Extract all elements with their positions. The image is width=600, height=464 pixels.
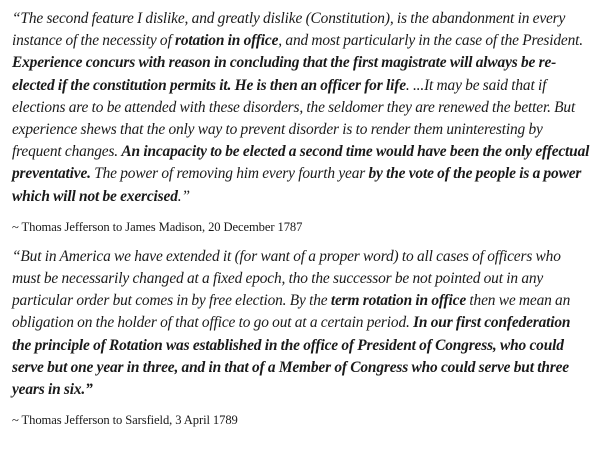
quote-sarsfield-1789 <box>12 246 592 401</box>
quote-text: .” <box>177 187 190 205</box>
quote-text: “But in America we have extended it (for want of a proper word) to all cases of officers who must be necessarily changed at a fixed epoch, tho the successor be not pointed out in any particular order but comes in by free election. By the <box>12 247 561 310</box>
quote-emphasis: An incapacity to be elected a second time would have been the only effectual preventative. <box>12 143 590 183</box>
quote-text: . ...It may be said that if elections are to be attended with these disorders, the seldomer they are renewed the better. But experience shews that the only way to prevent disorder is to render them uninteresting by frequent changes. <box>12 76 576 161</box>
quote-text: , and most particularly in the case of the President. <box>278 32 583 50</box>
quote-text: then we mean an obligation on the holder of that office to go out at a certain period. <box>12 292 571 332</box>
quotes-document <box>12 8 592 428</box>
attribution-sarsfield: ~ Thomas Jefferson to Sarsfield, 3 April 1789 <box>12 413 238 428</box>
quote-emphasis: Experience concurs with reason in concluding that the first magistrate will always be re-elected if the constitution permits it. He is then an officer for life <box>12 54 557 94</box>
attribution-madison: ~ Thomas Jefferson to James Madison, 20 December 1787 <box>12 219 303 234</box>
quote-text: “The second feature I dislike, and greatly dislike (Constitution), is the abandonment in every instance of the necessity of <box>12 10 566 50</box>
quote-text: The power of removing him every fourth year <box>90 165 369 183</box>
quote-emphasis: by the vote of the people is a power which will not be exercised <box>12 165 582 205</box>
quote-emphasis: In our first confederation the principle of Rotation was established in the office of President of Congress, who could serve but one year in three, and in that of a Member of Congress who could serve but three years in six.” <box>12 314 571 399</box>
quote-emphasis: term rotation in office <box>330 292 467 310</box>
quote-madison-1787 <box>12 8 592 208</box>
quote-emphasis: rotation in office <box>174 32 279 50</box>
